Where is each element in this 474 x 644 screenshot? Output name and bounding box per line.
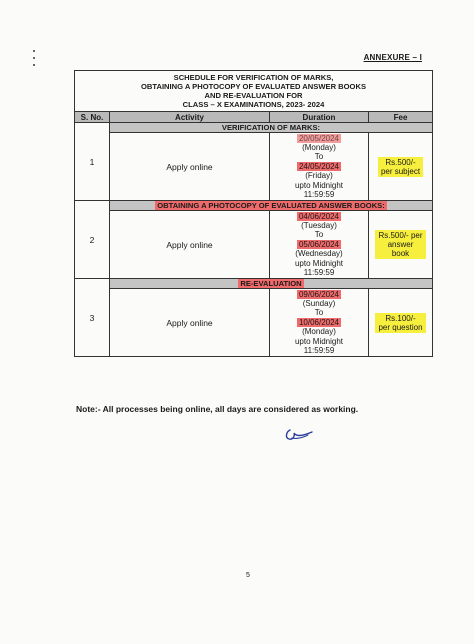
start-day: (Monday) [302, 142, 336, 152]
table-row [75, 211, 433, 279]
upto-label: upto Midnight [294, 336, 344, 346]
upto-label: upto Midnight [294, 258, 344, 268]
table-title-row [75, 71, 433, 112]
fee-line: Rs.500/- [385, 157, 416, 167]
margin-marks [33, 50, 35, 74]
table-title [75, 71, 433, 112]
row-fee [369, 133, 433, 201]
title-line: OBTAINING A PHOTOCOPY OF EVALUATED ANSWER BOOKS [141, 82, 367, 91]
fee-line: answer [387, 240, 414, 249]
start-date: 20/05/2024 [298, 133, 340, 143]
row-sno: 3 [75, 279, 110, 357]
row-fee [369, 289, 433, 357]
header-duration: Duration [270, 112, 369, 123]
row-duration [270, 211, 369, 279]
table-row [75, 123, 433, 133]
start-date: 04/06/2024 [298, 211, 340, 221]
annexure-label: ANNEXURE – I [363, 53, 422, 62]
start-date: 09/06/2024 [298, 289, 340, 299]
end-day: (Monday) [302, 327, 336, 337]
section-header-text: RE-EVALUATION [240, 279, 302, 288]
row-sno: 1 [75, 123, 110, 201]
start-day: (Tuesday) [301, 220, 337, 230]
table-row [75, 289, 433, 357]
row-activity: Apply online [110, 133, 270, 201]
to-label: To [314, 152, 324, 162]
header-activity: Activity [110, 112, 270, 123]
row-duration [270, 133, 369, 201]
upto-label: upto Midnight [294, 180, 344, 190]
end-time: 11:59:59 [303, 268, 335, 278]
to-label: To [314, 230, 324, 240]
row-fee [369, 211, 433, 279]
table-row [75, 279, 433, 289]
page-number: 5 [246, 572, 250, 579]
row-sno: 2 [75, 201, 110, 279]
end-date: 10/06/2024 [298, 317, 340, 327]
section-header [110, 279, 433, 289]
header-sno: S. No. [75, 112, 110, 123]
section-header [110, 201, 433, 211]
end-date: 24/05/2024 [298, 161, 340, 171]
section-header-text: OBTAINING A PHOTOCOPY OF EVALUATED ANSWER BOOKS: [157, 201, 385, 210]
to-label: To [314, 308, 324, 318]
note-text: Note:- All processes being online, all days are considered as working. [76, 404, 359, 414]
end-time: 11:59:59 [303, 190, 335, 200]
title-line: SCHEDULE FOR VERIFICATION OF MARKS, [173, 73, 334, 82]
fee-line: per subject [380, 166, 421, 176]
fee-line: Rs.100/- [385, 313, 416, 323]
start-day: (Sunday) [302, 298, 336, 308]
end-time: 11:59:59 [303, 346, 335, 356]
end-date: 05/06/2024 [298, 239, 340, 249]
title-line: AND RE-EVALUATION FOR [204, 91, 303, 100]
end-day: (Wednesday) [295, 249, 343, 259]
table-header-row [75, 112, 433, 123]
fee-line: book [391, 249, 410, 258]
row-duration [270, 289, 369, 357]
section-header: VERIFICATION OF MARKS: [110, 123, 433, 133]
schedule-table [74, 70, 433, 357]
row-activity: Apply online [110, 289, 270, 357]
table-row [75, 133, 433, 201]
table-row [75, 201, 433, 211]
title-line: CLASS – X EXAMINATIONS, 2023- 2024 [182, 100, 325, 109]
fee-line: Rs.500/- per [378, 231, 423, 240]
signature-image [282, 424, 316, 444]
end-day: (Friday) [305, 171, 333, 181]
row-activity: Apply online [110, 211, 270, 279]
fee-line: per question [378, 322, 423, 332]
header-fee: Fee [369, 112, 433, 123]
